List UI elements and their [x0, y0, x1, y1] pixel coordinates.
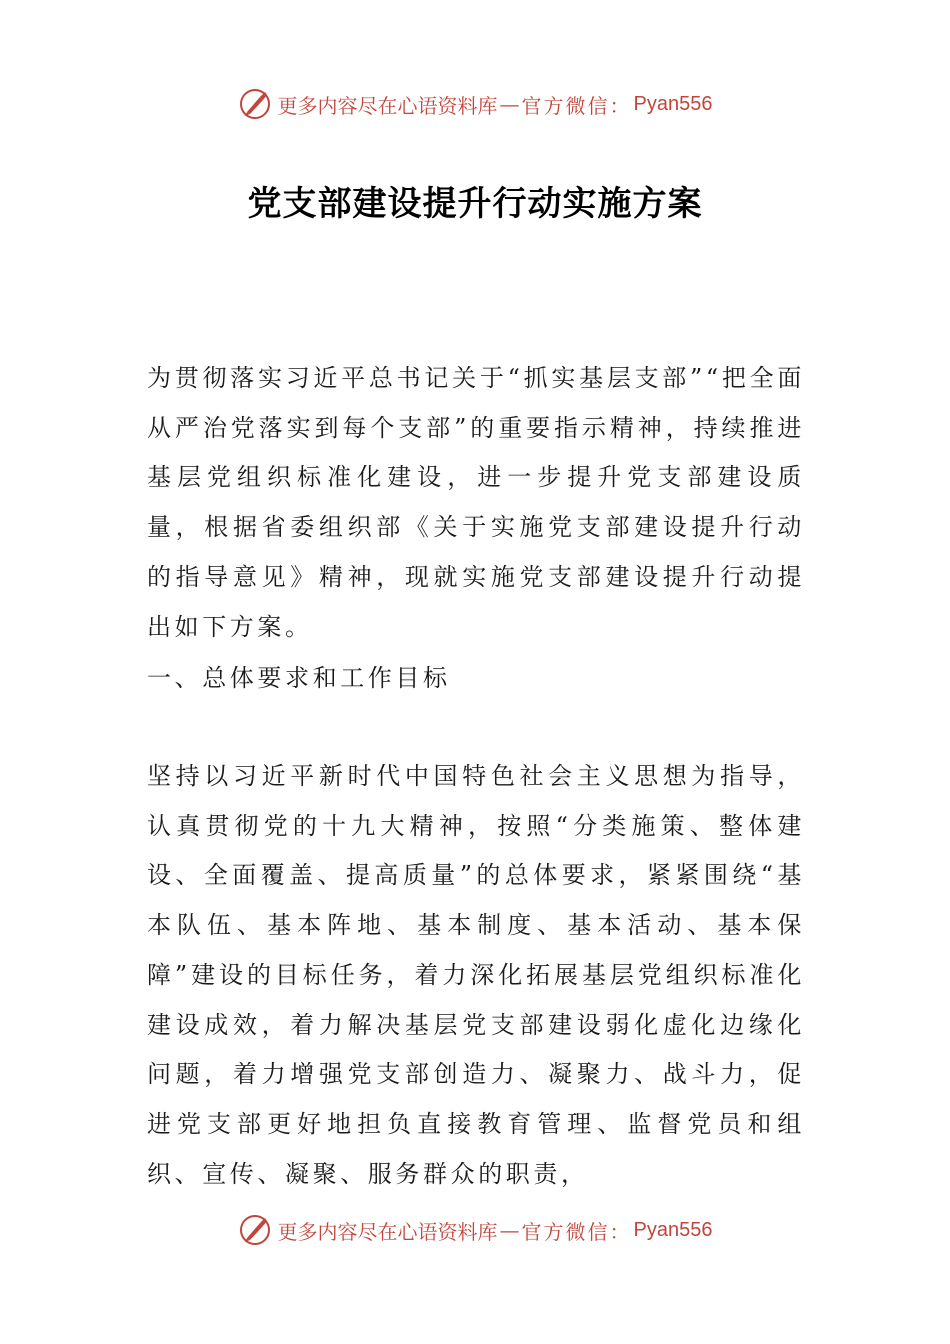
watermark-wechat-id: Pyan556	[633, 1218, 713, 1241]
watermark-wechat-id: Pyan556	[633, 92, 713, 115]
watermark-dash: —	[499, 92, 520, 116]
pen-logo-icon	[238, 87, 272, 121]
pen-logo-icon	[238, 1213, 272, 1247]
watermark-wechat-label: 官方微信：	[521, 93, 632, 118]
header-watermark	[0, 84, 950, 124]
intro-paragraph: 为贯彻落实习近平总书记关于“抓实基层支部”“把全面从严治党落实到每个支部”的重要指示精神，持续推进基层党组织标准化建设，进一步提升党支部建设质量，根据省委组织部《关于实施党支部建设提升行动的指导意见》精神，现就实施党支部建设提升行动提出如下方案。	[147, 364, 805, 641]
watermark-dash: —	[499, 1218, 520, 1242]
watermark-brand-text: 更多内容尽在心语资料库	[277, 93, 498, 118]
section-1-heading: 一、总体要求和工作目标	[147, 664, 451, 692]
watermark-brand-text: 更多内容尽在心语资料库	[277, 1219, 498, 1244]
section-1-paragraph: 坚持以习近平新时代中国特色社会主义思想为指导，认真贯彻党的十九大精神，按照“分类施策、整体建设、全面覆盖、提高质量”的总体要求，紧紧围绕“基本队伍、基本阵地、基本制度、基本活动、基本保障”建设的目标任务，着力深化拓展基层党组织标准化建设成效，着力解决基层党支部建设弱化虚化边缘化问题，着力增强党支部创造力、凝聚力、战斗力，促进党支部更好地担负直接教育管理、监督党员和组织、宣传、凝聚、服务群众的职责，	[147, 762, 805, 1188]
document-title: 党支部建设提升行动实施方案	[247, 184, 703, 224]
watermark-wechat-label: 官方微信：	[521, 1219, 632, 1244]
footer-watermark	[0, 1210, 950, 1250]
